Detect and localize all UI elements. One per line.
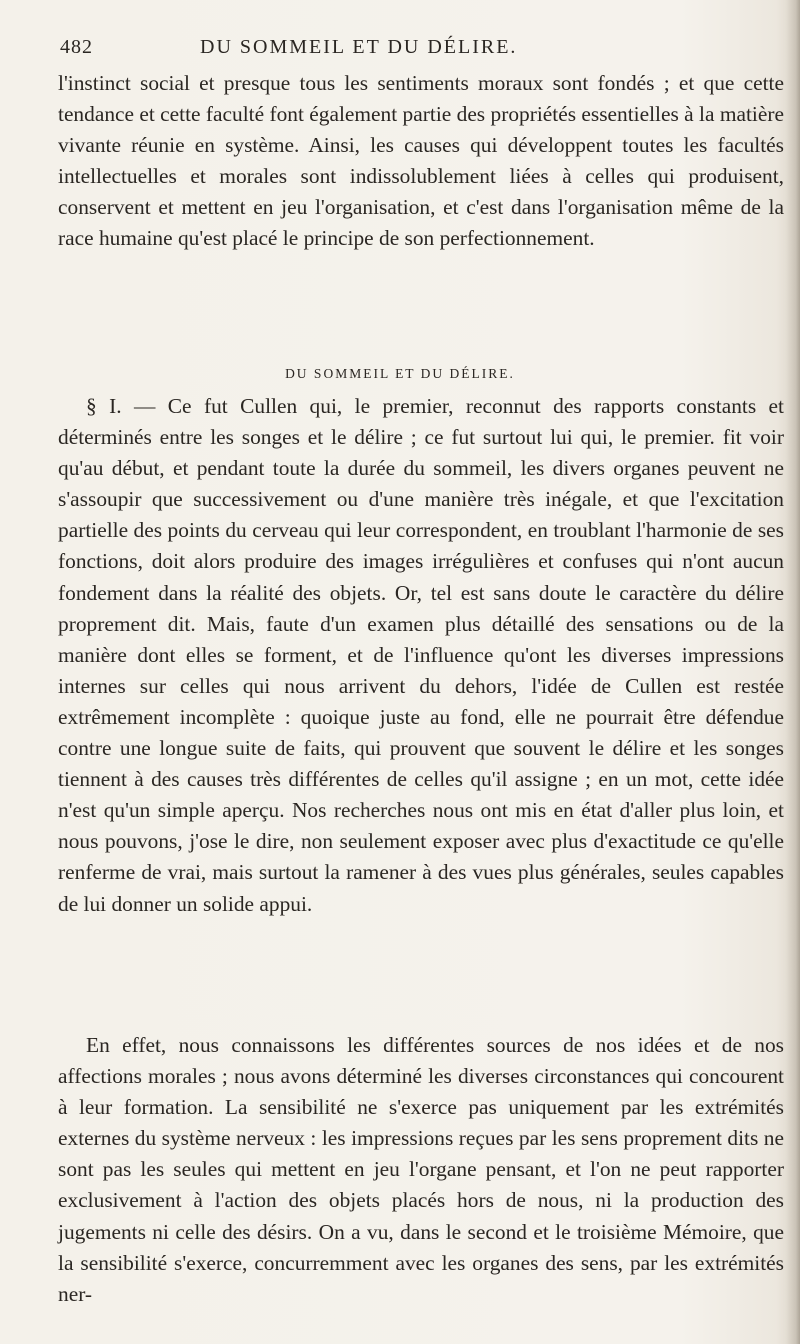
section-title: DU SOMMEIL ET DU DÉLIRE. — [285, 366, 515, 381]
running-title: DU SOMMEIL ET DU DÉLIRE. — [200, 36, 518, 58]
paragraph-1-text: l'instinct social et presque tous les sentiments moraux sont fondés ; et que cette tendance et cette faculté font également partie des propriétés essentielles à la matière vivante réunie en système. Ainsi, les causes qui développent toutes les facultés intellectuelles et morales sont indissolublement liées à celles qui produisent, conservent et mettent en jeu l'organisation, et c'est dans l'organisation même de la race humaine qu'est placé le principe de son perfectionnement. — [58, 71, 784, 251]
paragraph-3-text: En effet, nous connaissons les différentes sources de nos idées et de nos affections morales ; nous avons déterminé les diverses circonstances qui concourent à leur formation. La sensibilité ne s'exerce pas uniquement par les extrémités externes du système nerveux : les impressions reçues par les sens proprement dits ne sont pas les seules qui mettent en jeu l'organe pensant, et l'on ne peut rapporter exclusivement à l'action des objets placés hors de nous, ni la production des jugements ni celle des désirs. On a vu, dans le second et le troisième Mémoire, que la sensibilité s'exerce, concurremment avec les organes des sens, par les extrémités ner- — [58, 1033, 784, 1306]
page-number: 482 — [60, 36, 93, 58]
paragraph-2 — [58, 391, 784, 920]
running-header — [60, 36, 780, 66]
paragraph-2-text: § I. — Ce fut Cullen qui, le premier, reconnut des rapports constants et déterminés entre les songes et le délire ; ce fut surtout lui qui, le premier. fit voir qu'au début, et pendant toute la durée du sommeil, les divers organes peuvent ne s'assoupir que successivement ou d'une manière très inégale, et que l'excitation partielle des points du cerveau qui leur correspondent, en troublant l'harmonie de ses fonctions, doit alors produire des images irrégulières et confuses qui n'ont aucun fondement dans la réalité des objets. Or, tel est sans doute le caractère du délire proprement dit. Mais, faute d'un examen plus détaillé des sensations ou de la manière dont elles se forment, et de l'influence qu'ont les diverses impressions internes sur celles qui nous arrivent du dehors, l'idée de Cullen est restée extrêmement incomplète : quoique juste au fond, elle ne pourrait être défendue contre une longue suite de faits, qui prouvent que souvent le délire et les songes tiennent à des causes très différentes de celles qu'il assigne ; en un mot, cette idée n'est qu'un simple aperçu. Nos recherches nous ont mis en état d'aller plus loin, et nous pouvons, j'ose le dire, non seulement exposer avec plus d'exactitude ce qu'elle renferme de vrai, mais surtout la ramener à des vues plus générales, seules capables de lui donner un solide appui. — [58, 394, 784, 916]
paragraph-3 — [58, 1030, 784, 1310]
paragraph-1 — [58, 68, 784, 255]
page-edge-shadow — [786, 0, 800, 1344]
